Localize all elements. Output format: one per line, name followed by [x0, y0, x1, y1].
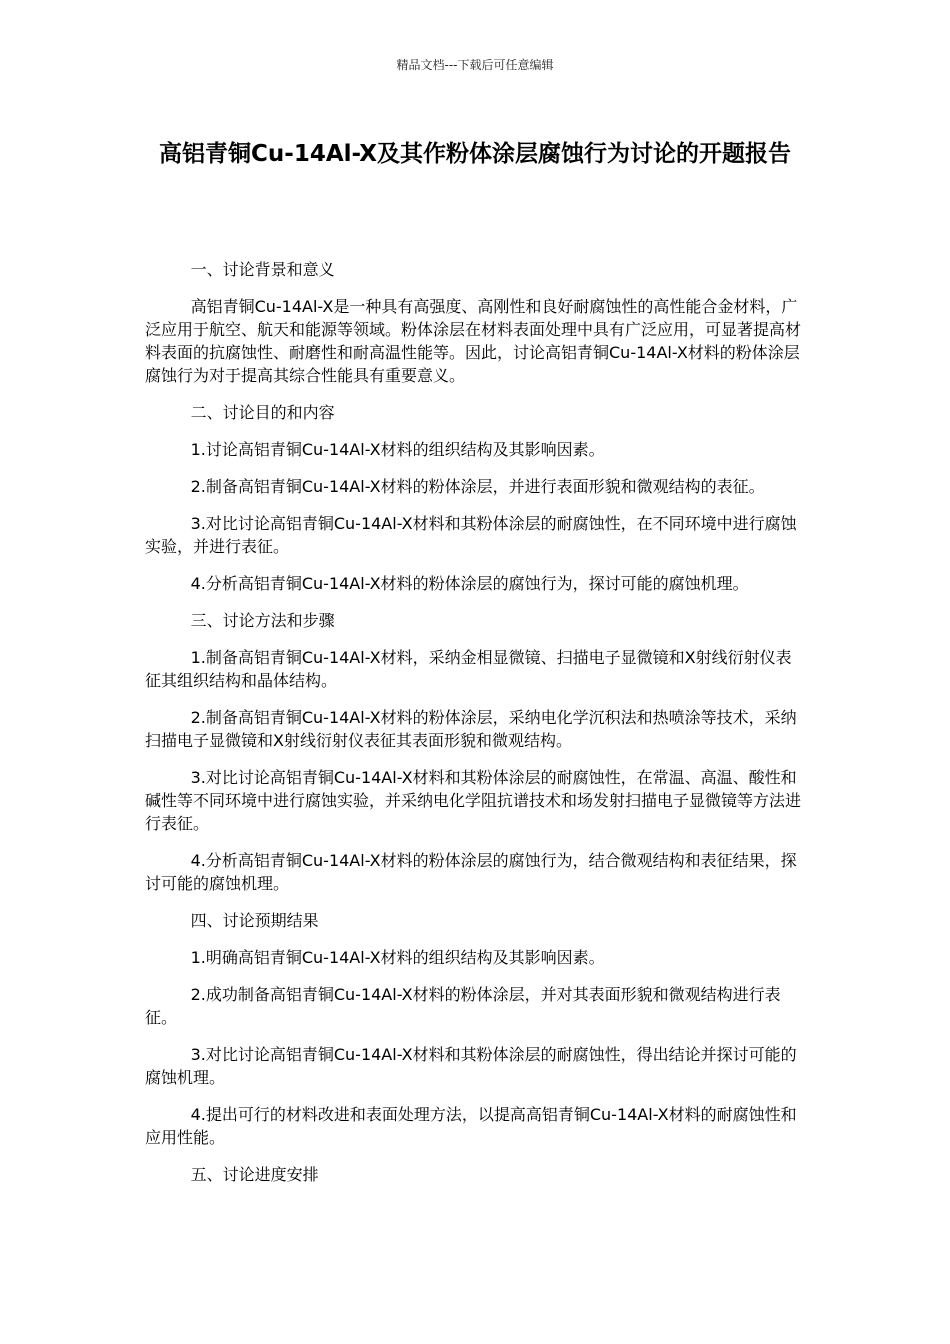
section-heading-methods: 三、讨论方法和步骤 — [190, 611, 335, 630]
section-heading-schedule: 五、讨论进度安排 — [190, 1165, 319, 1184]
page-header-watermark: 精品文档---下载后可任意编辑 — [396, 58, 554, 72]
section-heading-background: 一、讨论背景和意义 — [190, 260, 335, 279]
objective-item-1: 1.讨论高铝青铜Cu-14Al-X材料的组织结构及其影响因素。 — [190, 440, 605, 459]
document-body — [145, 258, 805, 1200]
section-heading-expected-results: 四、讨论预期结果 — [190, 911, 319, 930]
result-item-2: 2.成功制备高铝青铜Cu-14Al-X材料的粉体涂层，并对其表面形貌和微观结构进行表征。 — [145, 985, 781, 1027]
objective-item-4: 4.分析高铝青铜Cu-14Al-X材料的粉体涂层的腐蚀行为，探讨可能的腐蚀机理。 — [190, 574, 749, 593]
document-title: 高铝青铜Cu-14Al-X及其作粉体涂层腐蚀行为讨论的开题报告 — [159, 141, 791, 167]
method-item-2: 2.制备高铝青铜Cu-14Al-X材料的粉体涂层，采纳电化学沉积法和热喷涂等技术，采纳扫描电子显微镜和X射线衍射仪表征其表面形貌和微观结构。 — [145, 708, 797, 750]
objective-item-2: 2.制备高铝青铜Cu-14Al-X材料的粉体涂层，并进行表面形貌和微观结构的表征。 — [190, 477, 765, 496]
method-item-4: 4.分析高铝青铜Cu-14Al-X材料的粉体涂层的腐蚀行为，结合微观结构和表征结果，探讨可能的腐蚀机理。 — [145, 851, 797, 893]
result-item-4: 4.提出可行的材料改进和表面处理方法，以提高高铝青铜Cu-14Al-X材料的耐腐蚀性和应用性能。 — [145, 1105, 797, 1147]
result-item-1: 1.明确高铝青铜Cu-14Al-X材料的组织结构及其影响因素。 — [190, 948, 605, 967]
result-item-3: 3.对比讨论高铝青铜Cu-14Al-X材料和其粉体涂层的耐腐蚀性，得出结论并探讨可能的腐蚀机理。 — [145, 1045, 797, 1087]
method-item-3: 3.对比讨论高铝青铜Cu-14Al-X材料和其粉体涂层的耐腐蚀性，在常温、高温、酸性和碱性等不同环境中进行腐蚀实验，并采纳电化学阻抗谱技术和场发射扫描电子显微镜等方法进行表征。 — [145, 768, 802, 833]
paragraph-background: 高铝青铜Cu-14Al-X是一种具有高强度、高刚性和良好耐腐蚀性的高性能合金材料，广泛应用于航空、航天和能源等领域。粉体涂层在材料表面处理中具有广泛应用，可显著提高材料表面的抗腐蚀性、耐磨性和耐高温性能等。因此，讨论高铝青铜Cu-14Al-X材料的粉体涂层腐蚀行为对于提高其综合性能具有重要意义。 — [145, 297, 802, 385]
objective-item-3: 3.对比讨论高铝青铜Cu-14Al-X材料和其粉体涂层的耐腐蚀性，在不同环境中进行腐蚀实验，并进行表征。 — [145, 514, 797, 556]
section-heading-objectives: 二、讨论目的和内容 — [190, 403, 335, 422]
method-item-1: 1.制备高铝青铜Cu-14Al-X材料，采纳金相显微镜、扫描电子显微镜和X射线衍射仪表征其组织结构和晶体结构。 — [145, 648, 792, 690]
